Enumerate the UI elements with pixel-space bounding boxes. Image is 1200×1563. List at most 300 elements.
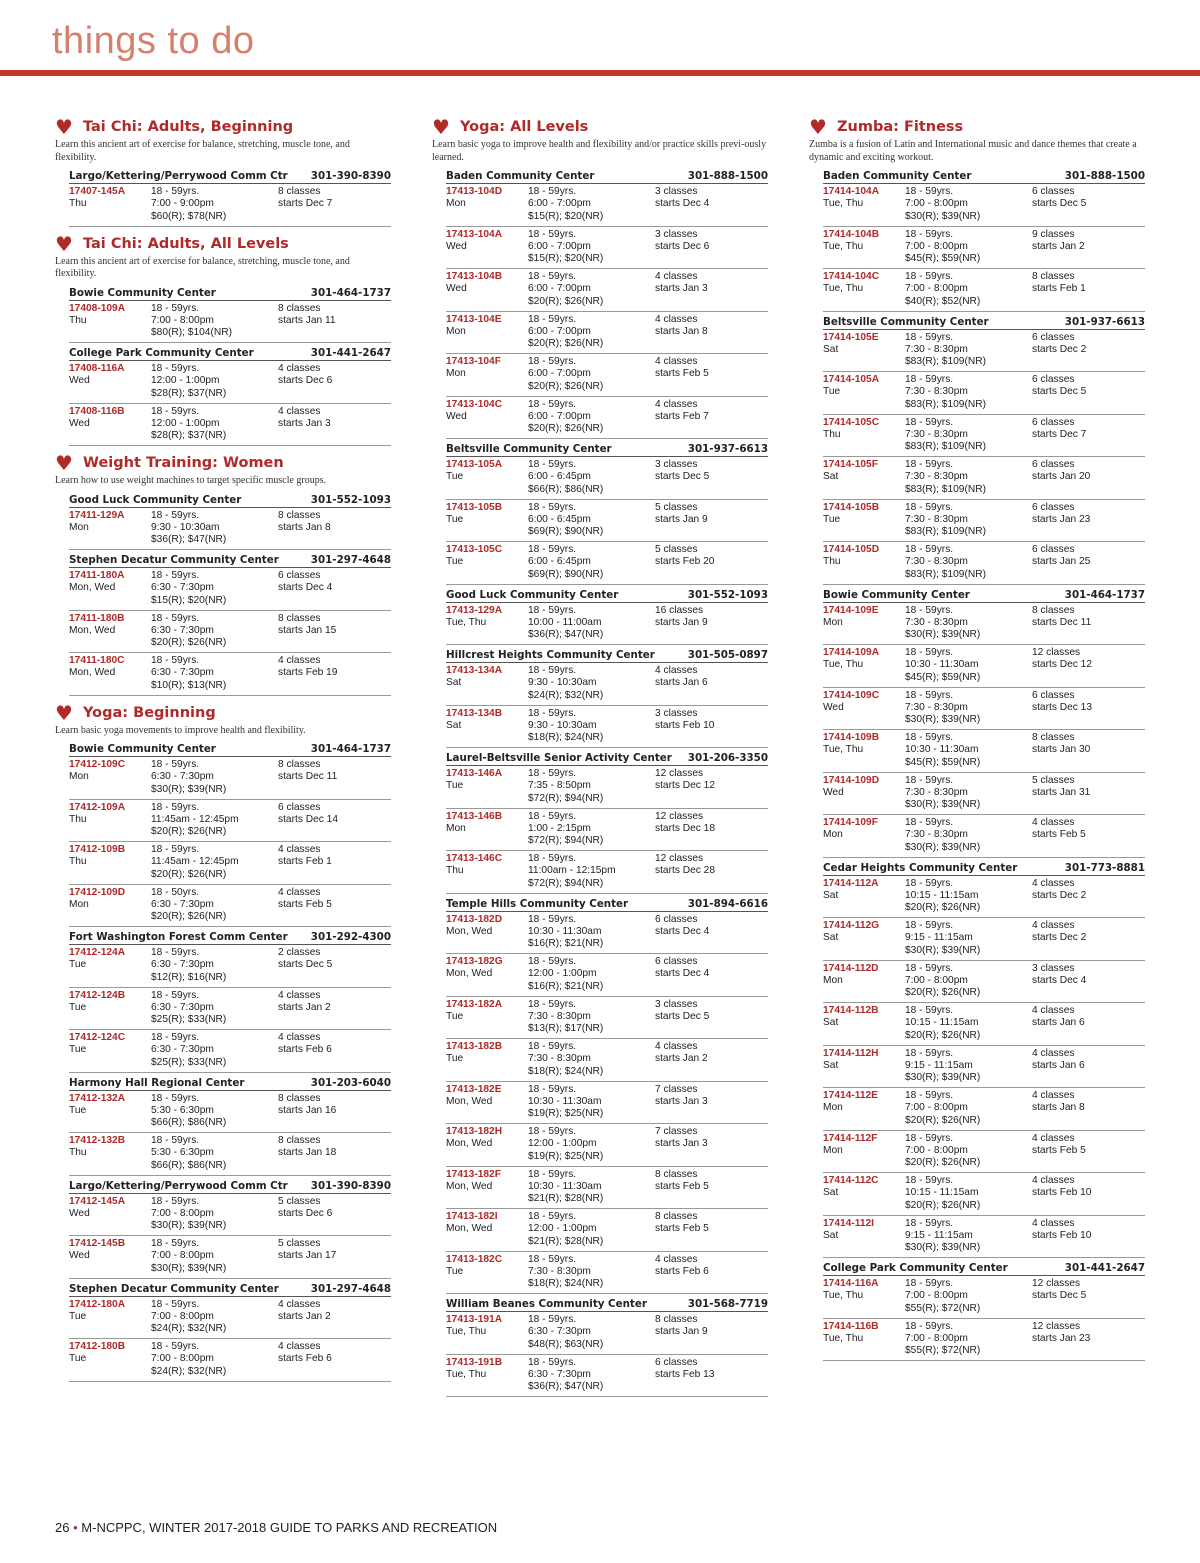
start-date: starts Jan 16 — [278, 1104, 337, 1116]
footer-bullet: • — [73, 1520, 78, 1535]
class-days: Thu — [823, 428, 841, 440]
course-code[interactable]: 17412-124B — [69, 989, 126, 1001]
class-days: Sat — [823, 889, 839, 901]
age-range: 18 - 59yrs. — [151, 1341, 200, 1352]
class-count: 5 classes — [278, 1195, 321, 1207]
age-range: 18 - 59yrs. — [151, 947, 200, 958]
course-code[interactable]: 17414-105B — [823, 501, 880, 513]
class-row — [69, 508, 391, 551]
class-days: Mon — [823, 616, 843, 628]
start-date: starts Dec 2 — [1032, 932, 1087, 944]
class-row — [446, 312, 768, 355]
class-fee: $25(R); $33(NR) — [151, 1056, 227, 1068]
class-fee: $21(R); $28(NR) — [528, 1193, 604, 1205]
course-code[interactable]: 17413-104F — [446, 356, 501, 367]
course-code[interactable]: 17413-134B — [446, 707, 503, 719]
course-code[interactable]: 17414-109D — [823, 774, 880, 786]
start-date: starts Dec 28 — [655, 865, 716, 877]
class-days: Wed — [446, 283, 467, 295]
class-count: 4 classes — [1032, 817, 1075, 828]
course-code[interactable]: 17413-182G — [446, 956, 503, 967]
start-date: starts Jan 9 — [655, 1326, 708, 1338]
class-row — [446, 1209, 768, 1252]
class-count: 5 classes — [655, 501, 698, 513]
class-time: 10:30 - 11:30am — [528, 1180, 602, 1192]
class-time: 12:00 - 1:00pm — [151, 375, 220, 387]
class-row — [446, 457, 768, 500]
class-count: 4 classes — [1032, 877, 1075, 889]
age-range: 18 - 59yrs. — [528, 356, 577, 367]
class-count: 4 classes — [655, 665, 698, 676]
section-header — [55, 233, 391, 255]
course-code[interactable]: 17412-132A — [69, 1092, 126, 1104]
start-date: starts Jan 15 — [278, 624, 337, 636]
age-range: 18 - 59yrs. — [528, 853, 577, 864]
class-time: 10:30 - 11:30am — [528, 1095, 602, 1107]
center-name: Hillcrest Heights Community Center — [446, 649, 655, 661]
course-code[interactable]: 17414-104A — [823, 186, 880, 197]
class-fee: $15(R); $20(NR) — [151, 594, 227, 606]
course-code[interactable]: 17412-124C — [69, 1032, 126, 1043]
activity-section — [432, 116, 768, 1397]
class-time: 6:30 - 7:30pm — [151, 1044, 214, 1056]
class-count: 4 classes — [655, 313, 698, 325]
start-date: starts Dec 4 — [655, 925, 710, 937]
course-code[interactable]: 17414-109E — [823, 604, 879, 616]
course-code[interactable]: 17412-145A — [69, 1195, 126, 1207]
course-code[interactable]: 17408-116A — [69, 363, 125, 374]
center-phone: 301-292-4300 — [310, 931, 391, 943]
start-date: starts Dec 6 — [655, 240, 710, 252]
center-phone: 301-937-6613 — [1064, 315, 1145, 328]
start-date: starts Dec 5 — [1032, 198, 1087, 210]
class-days: Tue — [446, 1265, 464, 1277]
class-time: 7:30 - 8:30pm — [905, 701, 968, 713]
class-row — [446, 1039, 768, 1082]
course-code[interactable]: 17413-182C — [446, 1253, 503, 1265]
class-time: 10:30 - 11:30am — [905, 744, 979, 756]
class-row — [69, 653, 391, 696]
center-name: Laurel-Beltsville Senior Activity Center — [446, 752, 672, 764]
age-range: 18 - 59yrs. — [528, 1168, 577, 1180]
start-date: starts Jan 9 — [655, 616, 708, 628]
page-header — [0, 0, 1200, 78]
age-range: 18 - 59yrs. — [528, 459, 577, 470]
center-header — [446, 1294, 768, 1312]
class-time: 7:30 - 8:30pm — [905, 428, 968, 440]
age-range: 18 - 59yrs. — [528, 271, 577, 282]
age-range: 18 - 59yrs. — [528, 1126, 577, 1137]
age-range: 18 - 50yrs. — [151, 886, 200, 898]
age-range: 18 - 59yrs. — [528, 1253, 577, 1265]
class-time: 9:15 - 11:15am — [905, 1229, 973, 1241]
class-days: Wed — [69, 417, 90, 429]
start-date: starts Jan 18 — [278, 1147, 337, 1159]
course-code[interactable]: 17412-145B — [69, 1238, 126, 1249]
class-days: Wed — [69, 1250, 90, 1262]
course-code[interactable]: 17412-180A — [69, 1298, 126, 1310]
age-range: 18 - 59yrs. — [905, 1278, 954, 1289]
class-days: Tue — [446, 513, 464, 525]
course-code[interactable]: 17414-112I — [823, 1217, 874, 1229]
class-count: 4 classes — [1032, 1005, 1075, 1016]
class-row — [446, 227, 768, 270]
class-time: 7:30 - 8:30pm — [905, 556, 968, 568]
class-days: Wed — [446, 410, 467, 422]
class-days: Tue — [446, 780, 464, 792]
section-title: Yoga: All Levels — [460, 119, 589, 135]
activity-section — [809, 116, 1145, 1361]
class-time: 6:00 - 7:00pm — [528, 198, 591, 210]
course-code[interactable]: 17413-182B — [446, 1041, 503, 1052]
class-days: Mon, Wed — [69, 667, 116, 679]
age-range: 18 - 59yrs. — [905, 774, 954, 786]
class-time: 9:30 - 10:30am — [151, 521, 220, 533]
course-code[interactable]: 17413-182F — [446, 1168, 501, 1180]
age-range: 18 - 59yrs. — [905, 920, 954, 931]
start-date: starts Dec 12 — [1032, 659, 1093, 671]
class-days: Mon — [446, 198, 466, 210]
column-1 — [55, 110, 391, 1382]
course-code[interactable]: 17413-105C — [446, 544, 503, 555]
course-code[interactable]: 17407-145A — [69, 186, 126, 197]
course-code[interactable]: 17414-105A — [823, 374, 880, 385]
class-count: 6 classes — [1032, 416, 1075, 428]
course-code[interactable]: 17412-109A — [69, 801, 126, 813]
class-time: 9:30 - 10:30am — [528, 719, 597, 731]
center-phone: 301-505-0897 — [687, 649, 768, 661]
center-name: Largo/Kettering/Perrywood Comm Ctr — [69, 1179, 288, 1192]
class-row — [446, 1167, 768, 1210]
class-count: 6 classes — [278, 570, 321, 581]
start-date: starts Feb 5 — [655, 1180, 709, 1192]
age-range: 18 - 59yrs. — [151, 1298, 200, 1310]
age-range: 18 - 59yrs. — [151, 655, 200, 666]
course-code[interactable]: 17414-112G — [823, 920, 880, 931]
class-time: 5:30 - 6:30pm — [151, 1104, 214, 1116]
course-code[interactable]: 17413-146A — [446, 768, 503, 779]
age-range: 18 - 59yrs. — [528, 810, 577, 822]
course-code[interactable]: 17411-180C — [69, 655, 125, 666]
course-code[interactable]: 17414-112D — [823, 962, 879, 974]
class-days: Tue — [69, 1310, 87, 1322]
course-code[interactable]: 17414-116A — [823, 1278, 879, 1289]
class-time: 7:30 - 8:30pm — [905, 786, 968, 798]
class-count: 5 classes — [1032, 774, 1075, 786]
class-fee: $30(R); $39(NR) — [905, 841, 981, 853]
class-time: 7:00 - 9:00pm — [151, 198, 214, 210]
start-date: starts Dec 4 — [655, 198, 710, 210]
class-days: Wed — [69, 375, 90, 387]
activity-section — [55, 452, 391, 696]
class-days: Tue — [69, 1353, 87, 1365]
start-date: starts Jan 8 — [278, 521, 331, 533]
age-range: 18 - 59yrs. — [905, 228, 954, 240]
class-count: 6 classes — [1032, 501, 1075, 513]
center-phone: 301-937-6613 — [687, 443, 768, 455]
age-range: 18 - 59yrs. — [905, 604, 954, 616]
course-code[interactable]: 17412-124A — [69, 947, 126, 958]
class-row — [823, 1216, 1145, 1259]
class-time: 10:15 - 11:15am — [905, 889, 979, 901]
class-days: Sat — [446, 677, 462, 689]
class-time: 7:30 - 8:30pm — [528, 1053, 591, 1065]
class-count: 6 classes — [278, 801, 321, 813]
class-count: 8 classes — [278, 186, 321, 197]
age-range: 18 - 59yrs. — [151, 302, 200, 314]
course-code[interactable]: 17412-180B — [69, 1341, 126, 1352]
page-title: things to do — [52, 20, 255, 62]
class-count: 6 classes — [1032, 689, 1075, 701]
class-fee: $83(R); $109(NR) — [905, 483, 986, 495]
center-name: Stephen Decatur Community Center — [69, 1282, 279, 1295]
class-days: Thu — [69, 813, 87, 825]
class-count: 12 classes — [655, 810, 704, 822]
start-date: starts Feb 6 — [278, 1044, 332, 1056]
class-days: Wed — [446, 240, 467, 252]
start-date: starts Feb 5 — [278, 898, 332, 910]
class-fee: $30(R); $39(NR) — [905, 1242, 981, 1254]
class-count: 12 classes — [1032, 647, 1081, 658]
course-code[interactable]: 17413-104E — [446, 313, 502, 325]
course-code[interactable]: 17414-109C — [823, 689, 880, 701]
center-phone: 301-441-2647 — [310, 347, 391, 359]
class-fee: $30(R); $39(NR) — [905, 944, 981, 956]
class-time: 7:00 - 8:00pm — [151, 1353, 214, 1365]
class-row — [69, 1297, 391, 1340]
course-code[interactable]: 17414-112F — [823, 1132, 878, 1144]
course-code[interactable]: 17414-112E — [823, 1090, 878, 1101]
section-description: Zumba is a fusion of Latin and International music and dance themes that create a dynamic and exciting workout. — [809, 139, 1137, 163]
start-date: starts Jan 23 — [1032, 513, 1091, 525]
class-time: 7:30 - 8:30pm — [905, 471, 968, 483]
class-time: 7:30 - 8:30pm — [905, 513, 968, 525]
course-code[interactable]: 17412-132B — [69, 1135, 126, 1146]
age-range: 18 - 59yrs. — [151, 612, 200, 624]
center-header — [69, 283, 391, 301]
class-time: 12:00 - 1:00pm — [528, 1138, 597, 1150]
class-time: 12:00 - 1:00pm — [528, 1223, 597, 1235]
class-time: 6:00 - 6:45pm — [528, 513, 591, 525]
header-divider — [0, 70, 1200, 76]
class-fee: $66(R); $86(NR) — [151, 1117, 227, 1129]
class-fee: $30(R); $39(NR) — [905, 714, 981, 726]
class-row — [69, 301, 391, 344]
course-code[interactable]: 17413-105B — [446, 501, 503, 513]
course-code[interactable]: 17413-104A — [446, 228, 503, 240]
class-count: 6 classes — [1032, 374, 1075, 385]
age-range: 18 - 59yrs. — [151, 1092, 200, 1104]
class-fee: $19(R); $25(NR) — [528, 1108, 604, 1120]
start-date: starts Jan 8 — [655, 325, 708, 337]
course-code[interactable]: 17413-182H — [446, 1126, 503, 1137]
class-days: Tue, Thu — [823, 659, 864, 671]
course-code[interactable]: 17414-109A — [823, 647, 880, 658]
start-date: starts Feb 10 — [655, 719, 715, 731]
age-range: 18 - 59yrs. — [905, 1132, 954, 1144]
class-row — [446, 1252, 768, 1295]
age-range: 18 - 59yrs. — [905, 501, 954, 513]
course-code[interactable]: 17414-109B — [823, 732, 880, 743]
start-date: starts Feb 6 — [278, 1353, 332, 1365]
center-name: Bowie Community Center — [69, 743, 216, 755]
class-count: 4 classes — [278, 989, 321, 1001]
start-date: starts Dec 5 — [1032, 386, 1087, 398]
course-code[interactable]: 17411-180A — [69, 570, 125, 581]
course-code[interactable]: 17413-129A — [446, 604, 503, 616]
class-row — [69, 1339, 391, 1382]
class-count: 8 classes — [655, 1168, 698, 1180]
start-date: starts Feb 20 — [655, 556, 715, 568]
age-range: 18 - 59yrs. — [905, 1090, 954, 1101]
course-code[interactable]: 17413-182A — [446, 998, 503, 1010]
course-code[interactable]: 17413-182D — [446, 913, 503, 925]
course-code[interactable]: 17413-104C — [446, 398, 503, 410]
course-code[interactable]: 17411-180B — [69, 612, 125, 624]
course-code[interactable]: 17414-104C — [823, 271, 880, 282]
class-time: 6:30 - 7:30pm — [528, 1368, 591, 1380]
age-range: 18 - 59yrs. — [528, 1211, 577, 1222]
class-row — [823, 372, 1145, 415]
class-fee: $16(R); $21(NR) — [528, 938, 604, 950]
class-row — [823, 688, 1145, 731]
course-code[interactable]: 17411-129A — [69, 509, 125, 521]
class-fee: $48(R); $63(NR) — [528, 1338, 604, 1350]
course-code[interactable]: 17414-112H — [823, 1047, 879, 1059]
class-fee: $20(R); $26(NR) — [905, 1157, 981, 1169]
class-fee: $80(R); $104(NR) — [151, 327, 232, 339]
age-range: 18 - 59yrs. — [528, 228, 577, 240]
course-code[interactable]: 17414-109F — [823, 817, 878, 828]
class-time: 11:45am - 12:45pm — [151, 856, 239, 868]
course-code[interactable]: 17413-191B — [446, 1356, 503, 1368]
course-code[interactable]: 17413-104D — [446, 186, 503, 197]
start-date: starts Dec 12 — [655, 780, 716, 792]
age-range: 18 - 59yrs. — [528, 501, 577, 513]
course-code[interactable]: 17414-105C — [823, 416, 880, 428]
start-date: starts Feb 6 — [655, 1265, 709, 1277]
class-count: 8 classes — [1032, 604, 1075, 616]
course-code[interactable]: 17414-105D — [823, 544, 880, 555]
class-count: 12 classes — [655, 853, 704, 864]
class-time: 7:30 - 8:30pm — [905, 386, 968, 398]
course-code[interactable]: 17408-109A — [69, 302, 126, 314]
class-row — [446, 997, 768, 1040]
class-days: Mon — [446, 822, 466, 834]
class-fee: $20(R); $26(NR) — [528, 338, 604, 350]
column-2 — [432, 110, 768, 1397]
course-code[interactable]: 17413-146C — [446, 853, 503, 864]
class-row — [823, 1173, 1145, 1216]
class-row — [823, 1131, 1145, 1174]
course-code[interactable]: 17414-105F — [823, 459, 878, 470]
age-range: 18 - 59yrs. — [528, 998, 577, 1010]
course-code[interactable]: 17413-191A — [446, 1314, 503, 1325]
start-date: starts Dec 2 — [1032, 889, 1087, 901]
course-code[interactable]: 17413-146B — [446, 810, 503, 822]
start-date: starts Dec 4 — [655, 968, 710, 980]
class-row — [446, 542, 768, 585]
course-code[interactable]: 17412-109C — [69, 759, 126, 770]
class-row — [446, 851, 768, 894]
center-header — [446, 748, 768, 766]
center-name: Bowie Community Center — [823, 588, 970, 601]
class-fee: $30(R); $39(NR) — [151, 783, 227, 795]
class-time: 11:45am - 12:45pm — [151, 813, 239, 825]
start-date: starts Jan 11 — [278, 314, 336, 326]
course-code[interactable]: 17414-116B — [823, 1320, 879, 1332]
start-date: starts Jan 2 — [655, 1053, 708, 1065]
course-code[interactable]: 17414-105E — [823, 331, 879, 343]
class-row — [446, 954, 768, 997]
class-count: 8 classes — [655, 1314, 698, 1325]
start-date: starts Dec 4 — [278, 582, 333, 594]
class-days: Mon, Wed — [446, 1180, 493, 1192]
course-code[interactable]: 17413-182E — [446, 1083, 502, 1095]
start-date: starts Dec 14 — [278, 813, 339, 825]
course-code[interactable]: 17413-182I — [446, 1211, 498, 1222]
course-code[interactable]: 17414-104B — [823, 228, 880, 240]
section-description: Learn how to use weight machines to target specific muscle groups. — [55, 475, 327, 486]
class-count: 6 classes — [1032, 544, 1075, 555]
class-time: 1:00 - 2:15pm — [528, 822, 591, 834]
age-range: 18 - 59yrs. — [905, 817, 954, 828]
start-date: starts Jan 23 — [1032, 1332, 1091, 1344]
start-date: starts Dec 5 — [1032, 1290, 1087, 1302]
age-range: 18 - 59yrs. — [905, 459, 954, 470]
section-header — [55, 116, 391, 138]
class-row — [446, 603, 768, 646]
course-code[interactable]: 17413-104B — [446, 271, 503, 282]
class-time: 7:00 - 8:00pm — [905, 1290, 968, 1302]
class-row — [823, 730, 1145, 773]
center-name: Bowie Community Center — [69, 286, 216, 299]
age-range: 18 - 59yrs. — [528, 1314, 577, 1325]
course-code[interactable]: 17414-112B — [823, 1005, 879, 1016]
class-time: 11:00am - 12:15pm — [528, 865, 616, 877]
course-code[interactable]: 17414-112A — [823, 877, 879, 889]
class-count: 4 classes — [1032, 1132, 1075, 1144]
class-row — [446, 184, 768, 227]
course-code[interactable]: 17414-112C — [823, 1175, 879, 1186]
center-name: Beltsville Community Center — [823, 315, 989, 328]
class-fee: $13(R); $17(NR) — [528, 1023, 604, 1035]
class-row — [69, 184, 391, 227]
class-days: Thu — [69, 314, 87, 326]
class-row — [69, 568, 391, 611]
class-days: Tue, Thu — [446, 1368, 487, 1380]
course-code[interactable]: 17412-109B — [69, 844, 126, 855]
course-code[interactable]: 17413-134A — [446, 665, 503, 676]
course-code[interactable]: 17412-109D — [69, 886, 126, 898]
class-fee: $83(R); $109(NR) — [905, 398, 986, 410]
class-row — [446, 500, 768, 543]
class-count: 6 classes — [655, 913, 698, 925]
class-count: 6 classes — [1032, 186, 1075, 197]
column-3 — [809, 110, 1145, 1361]
section-description: Learn this ancient art of exercise for balance, stretching, muscle tone, and flexibility. — [55, 255, 350, 279]
class-time: 9:15 - 11:15am — [905, 1059, 973, 1071]
course-code[interactable]: 17408-116B — [69, 405, 125, 417]
start-date: starts Feb 5 — [655, 1223, 709, 1235]
start-date: starts Jan 2 — [1032, 240, 1085, 252]
class-count: 7 classes — [655, 1126, 698, 1137]
class-time: 12:00 - 1:00pm — [151, 417, 220, 429]
course-code[interactable]: 17413-105A — [446, 459, 503, 470]
age-range: 18 - 59yrs. — [905, 416, 954, 428]
center-header — [69, 343, 391, 361]
class-row — [69, 1133, 391, 1176]
